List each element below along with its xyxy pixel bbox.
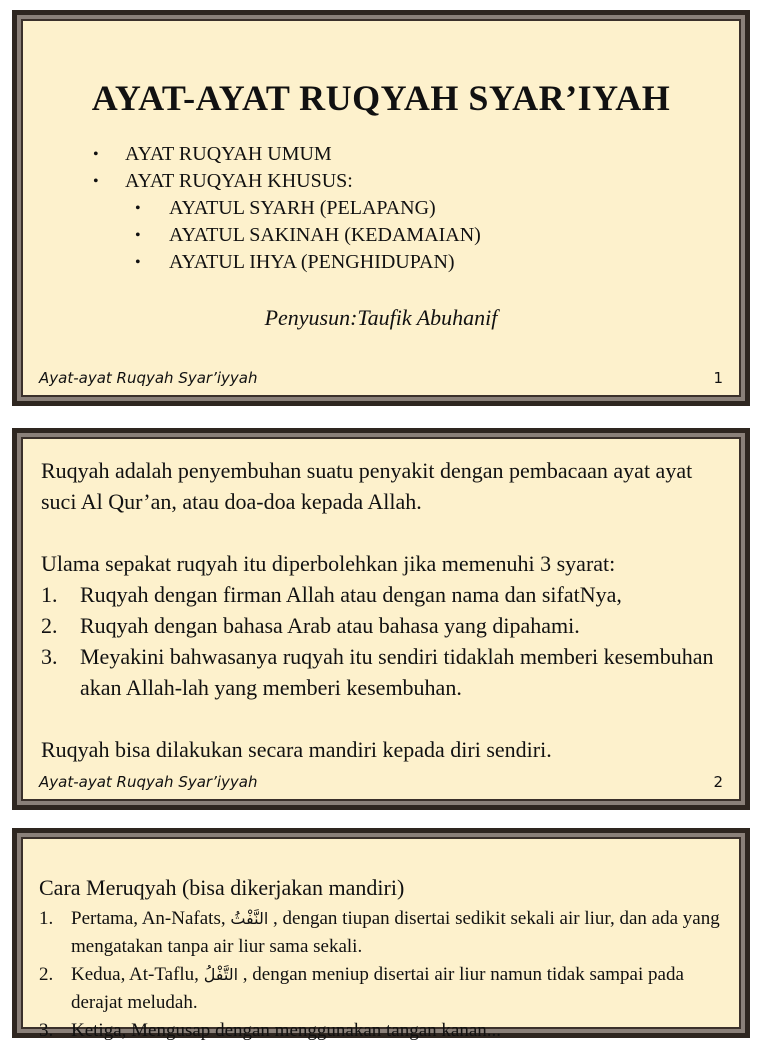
list-item-label: Meyakini bahwasanya ruqyah itu sendiri tidaklah memberi kesembuhan akan Allah-lah yang memberi kesembuhan. xyxy=(80,644,714,700)
sub-topic-list xyxy=(81,195,481,276)
list-number: 3. xyxy=(41,644,58,669)
list-item xyxy=(81,249,481,276)
page-number: 2 xyxy=(713,773,723,791)
bullet-icon: • xyxy=(135,200,141,217)
list-item xyxy=(41,610,723,641)
list-item-text: Pertama, An-Nafats, xyxy=(71,908,231,929)
list-item-label: AYATUL SAKINAH (KEDAMAIAN) xyxy=(169,224,481,246)
list-number: 2. xyxy=(39,964,54,985)
paragraph: Ulama sepakat ruqyah itu diperbolehkan jika memenuhi 3 syarat: xyxy=(41,551,616,576)
list-item-label: AYATUL SYARH (PELAPANG) xyxy=(169,197,436,219)
list-item-label: AYAT RUQYAH KHUSUS: xyxy=(125,170,353,192)
list-number: 1. xyxy=(41,582,58,607)
list-item-label: Ruqyah dengan bahasa Arab atau bahasa yang dipahami. xyxy=(80,613,580,638)
page-number: 1 xyxy=(713,369,723,387)
list-item xyxy=(39,961,723,1017)
list-item-text: , dengan meniup disertai air liur namun tidak sampai pada derajat meludah. xyxy=(71,964,684,1013)
list-item xyxy=(39,1017,723,1045)
footer-title: Ayat-ayat Ruqyah Syar’iyyah xyxy=(39,369,258,387)
numbered-list xyxy=(41,579,723,703)
list-item-text: dengan menggunakan tangan kanan... xyxy=(215,1020,502,1041)
list-item-text: , dengan tiupan disertai sedikit sekali air liur, dan ada yang mengatakan tanpa air liur sama sekali. xyxy=(71,908,720,957)
paragraph: Ruqyah adalah penyembuhan suatu penyakit dengan pembacaan ayat ayat suci Al Qur’an, atau doa-doa kepada Allah. xyxy=(41,458,693,514)
slide-heading: Cara Meruqyah (bisa dikerjakan mandiri) xyxy=(39,875,405,900)
list-number: 3. xyxy=(39,1020,54,1041)
list-item xyxy=(41,641,723,703)
footer-title: Ayat-ayat Ruqyah Syar’iyyah xyxy=(39,773,258,791)
author-line: Penyusun:Taufik Abuhanif xyxy=(264,305,498,330)
list-item xyxy=(81,222,481,249)
slide-body xyxy=(39,873,723,1045)
slide-2 xyxy=(12,428,750,810)
list-number: 1. xyxy=(39,908,54,929)
topic-list xyxy=(81,141,353,195)
slide-3 xyxy=(12,828,750,1041)
list-item xyxy=(81,141,353,168)
slide-footer xyxy=(39,773,723,791)
list-item xyxy=(81,195,481,222)
list-item-text: Ketiga, Mengusap xyxy=(71,1020,216,1041)
list-item xyxy=(41,579,723,610)
slide-title: AYAT-AYAT RUQYAH SYAR’IYAH xyxy=(91,78,671,118)
slide-1 xyxy=(12,10,750,406)
slide-footer xyxy=(39,369,723,387)
list-item-text: Kedua, At-Taflu, xyxy=(71,964,204,985)
bullet-icon: • xyxy=(135,254,141,271)
list-item xyxy=(81,168,353,195)
paragraph: Ruqyah bisa dilakukan secara mandiri kepada diri sendiri. xyxy=(41,737,552,762)
bullet-icon: • xyxy=(135,227,141,244)
list-item-label: AYAT RUQYAH UMUM xyxy=(125,143,332,165)
arabic-term: النَّفْثُ xyxy=(230,909,269,928)
list-number: 2. xyxy=(41,613,58,638)
bullet-icon: • xyxy=(93,173,99,190)
list-item-label: AYATUL IHYA (PENGHIDUPAN) xyxy=(169,251,455,273)
list-item-label: Ruqyah dengan firman Allah atau dengan nama dan sifatNya, xyxy=(80,582,622,607)
numbered-list xyxy=(39,905,723,1045)
arabic-term: التَّفْلُ xyxy=(203,965,239,984)
list-item xyxy=(39,905,723,961)
bullet-icon: • xyxy=(93,146,99,163)
slide-body xyxy=(41,455,723,765)
